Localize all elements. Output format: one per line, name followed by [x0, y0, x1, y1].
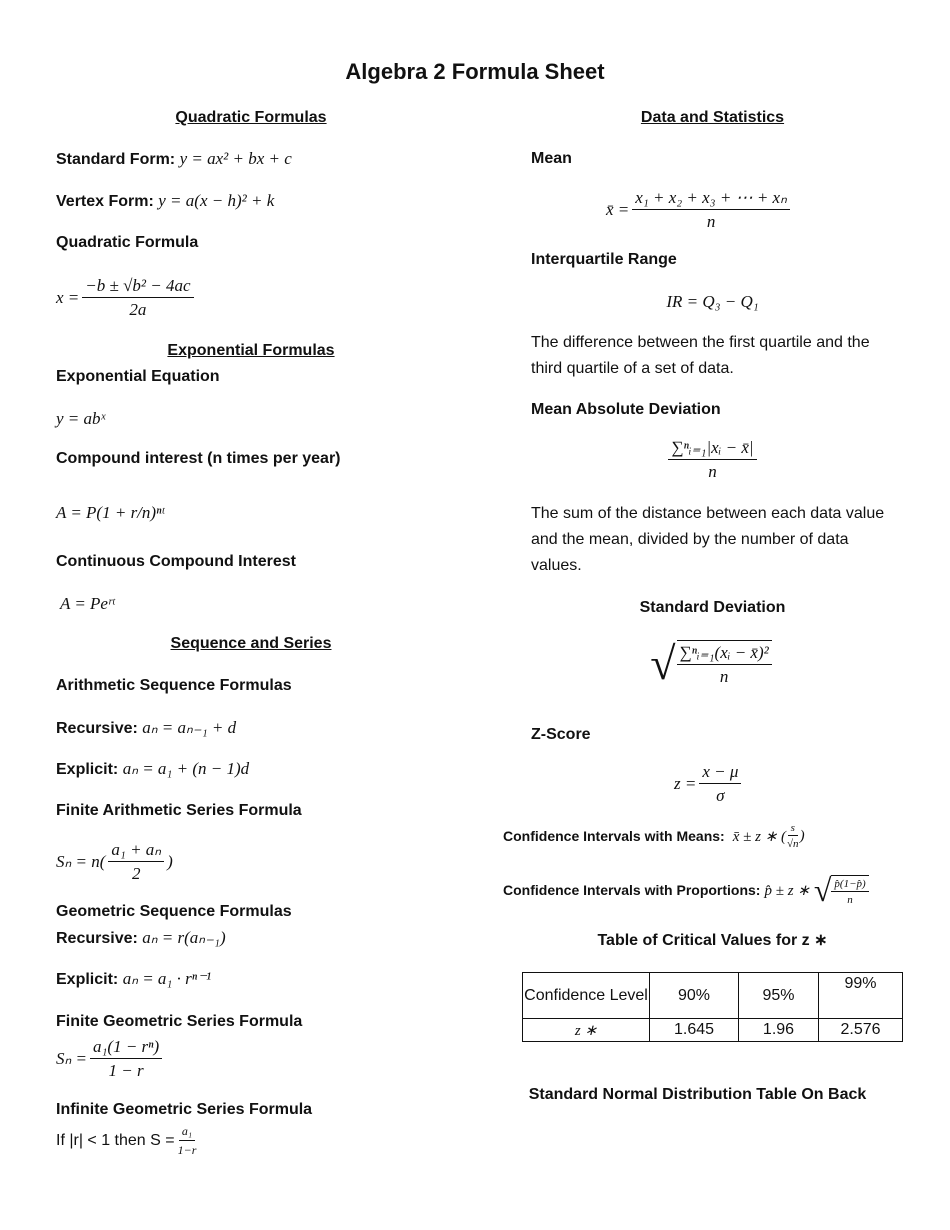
fas-denominator: 2 — [131, 864, 141, 883]
fas-rhs: ) — [167, 852, 173, 871]
arithmetic-explicit-formula: aₙ = a₁ + (n − 1)d — [122, 759, 250, 778]
statistics-heading: Data and Statistics — [640, 109, 785, 126]
exponential-equation-label: Exponential Equation — [56, 368, 220, 385]
sd-denominator: n — [719, 667, 729, 686]
confidence-means — [503, 822, 805, 850]
cim-close: ) — [799, 827, 805, 844]
cim-label: Confidence Intervals with Means: — [503, 828, 725, 844]
sqrt-icon: √ — [813, 872, 832, 908]
table-cell: 1.96 — [739, 1019, 819, 1042]
table-cell: Confidence Level — [523, 973, 650, 1019]
exponential-equation-formula: y = abˣ — [56, 409, 106, 428]
finite-geometric-series-label: Finite Geometric Series Formula — [56, 1013, 303, 1030]
igs-text: If |r| < 1 then S = — [56, 1132, 175, 1149]
vertex-form — [56, 191, 274, 212]
mean-numerator: x₁ + x₂ + x₃ + ⋯ + xₙ — [632, 188, 790, 210]
standard-form-formula: y = ax² + bx + c — [179, 149, 292, 168]
arithmetic-recursive-label: Recursive: — [56, 720, 138, 737]
geometric-recursive-label: Recursive: — [56, 930, 138, 947]
continuous-interest-formula: A = Peʳᵗ — [60, 594, 115, 613]
table-cell: 95% — [739, 973, 819, 1019]
compound-interest-label: Compound interest (n times per year) — [56, 450, 341, 467]
arithmetic-sequence-label: Arithmetic Sequence Formulas — [56, 677, 292, 694]
finite-arithmetic-series-label: Finite Arithmetic Series Formula — [56, 802, 302, 819]
table-cell: 90% — [650, 973, 739, 1019]
z-score-label: Z-Score — [531, 726, 591, 743]
arithmetic-explicit — [56, 759, 249, 780]
cim-denominator: √n — [787, 838, 799, 850]
cim-formula: x̄ ± z ∗ ( — [732, 828, 787, 845]
standard-form-label: Standard Form: — [56, 151, 176, 168]
cip-label: Confidence Intervals with Proportions: — [503, 882, 761, 898]
infinite-geometric-series-label: Infinite Geometric Series Formula — [56, 1101, 313, 1118]
mean-denominator: n — [706, 212, 716, 231]
cip-denominator: n — [847, 893, 853, 906]
standard-form — [56, 149, 292, 170]
critical-values-title: Table of Critical Values for z ∗ — [597, 932, 828, 949]
geometric-explicit-label: Explicit: — [56, 971, 119, 988]
mean-label: Mean — [531, 150, 572, 167]
mad-numerator: ∑ⁿᵢ₌₁|xᵢ − x̄| — [668, 438, 756, 460]
z-numerator: x − μ — [699, 762, 741, 784]
arithmetic-explicit-label: Explicit: — [56, 761, 119, 778]
quadratic-formula-lhs: x = — [56, 288, 80, 307]
iqr-description: The difference between the first quartile and the third quartile of a set of data. — [531, 334, 870, 377]
cip-numerator: p̂(1−p̂) — [831, 878, 868, 892]
table-row — [523, 1019, 903, 1042]
vertex-form-label: Vertex Form: — [56, 193, 154, 210]
critical-values-table — [522, 972, 903, 1042]
sd-numerator: ∑ⁿᵢ₌₁(xᵢ − x̄)² — [677, 643, 772, 665]
confidence-proportions — [503, 874, 872, 906]
table-cell: 2.576 — [819, 1019, 903, 1042]
mean-formula — [606, 188, 793, 232]
quadratic-formula-label: Quadratic Formula — [56, 234, 199, 251]
continuous-interest-label: Continuous Compound Interest — [56, 553, 296, 570]
page-title: Algebra 2 Formula Sheet — [345, 59, 605, 84]
cip-formula: p̂ ± z ∗ — [764, 882, 810, 899]
geometric-recursive-formula: aₙ = r(aₙ₋₁) — [142, 928, 226, 947]
mad-formula — [520, 438, 905, 482]
table-cell: 1.645 — [650, 1019, 739, 1042]
mad-description: The sum of the distance between each data value and the mean, divided by the number of data values. — [531, 505, 885, 574]
finite-geometric-series-formula — [56, 1037, 165, 1081]
igs-denominator: 1−r — [177, 1143, 197, 1157]
quadratic-formula-denominator: 2a — [129, 300, 147, 319]
arithmetic-recursive-formula: aₙ = aₙ₋₁ + d — [142, 718, 237, 737]
quadratic-heading: Quadratic Formulas — [175, 109, 327, 126]
finite-arithmetic-series-formula — [56, 840, 173, 884]
sd-formula — [520, 637, 905, 689]
igs-numerator: a₁ — [179, 1124, 195, 1141]
mad-denominator: n — [708, 462, 717, 481]
iqr-formula: IR = Q₃ − Q₁ — [666, 292, 759, 311]
mean-lhs: x̄ = — [606, 200, 630, 219]
table-row — [523, 973, 903, 1019]
fas-lhs: Sₙ = n( — [56, 852, 106, 871]
iqr-label: Interquartile Range — [531, 251, 677, 268]
compound-interest-formula: A = P(1 + r/n)ⁿᵗ — [56, 503, 165, 522]
quadratic-formula — [56, 276, 197, 320]
fgs-denominator: 1 − r — [108, 1061, 144, 1080]
table-cell: z ∗ — [523, 1019, 650, 1042]
z-denominator: σ — [716, 786, 725, 805]
vertex-form-formula: y = a(x − h)² + k — [158, 191, 275, 210]
geometric-sequence-label: Geometric Sequence Formulas — [56, 903, 292, 920]
fgs-lhs: Sₙ = — [56, 1049, 87, 1068]
geometric-explicit — [56, 969, 211, 990]
footer-note: Standard Normal Distribution Table On Back — [528, 1086, 867, 1103]
fas-numerator: a₁ + aₙ — [108, 840, 164, 862]
mad-label: Mean Absolute Deviation — [531, 401, 721, 418]
cim-numerator: s — [788, 822, 798, 836]
arithmetic-recursive — [56, 718, 236, 739]
table-cell: 99% — [819, 973, 903, 1019]
sqrt-icon: √ — [650, 637, 676, 689]
fgs-numerator: a₁(1 − rⁿ) — [90, 1037, 162, 1059]
z-score-formula — [674, 762, 744, 806]
sd-label: Standard Deviation — [639, 599, 786, 616]
z-lhs: z = — [674, 774, 697, 793]
exponential-heading: Exponential Formulas — [167, 342, 335, 359]
geometric-explicit-formula: aₙ = a₁ · rⁿ⁻¹ — [122, 969, 212, 988]
infinite-geometric-series-formula — [56, 1124, 199, 1158]
quadratic-formula-numerator: −b ± √b² − 4ac — [82, 276, 193, 298]
sequence-heading: Sequence and Series — [170, 635, 332, 652]
geometric-recursive — [56, 928, 226, 949]
